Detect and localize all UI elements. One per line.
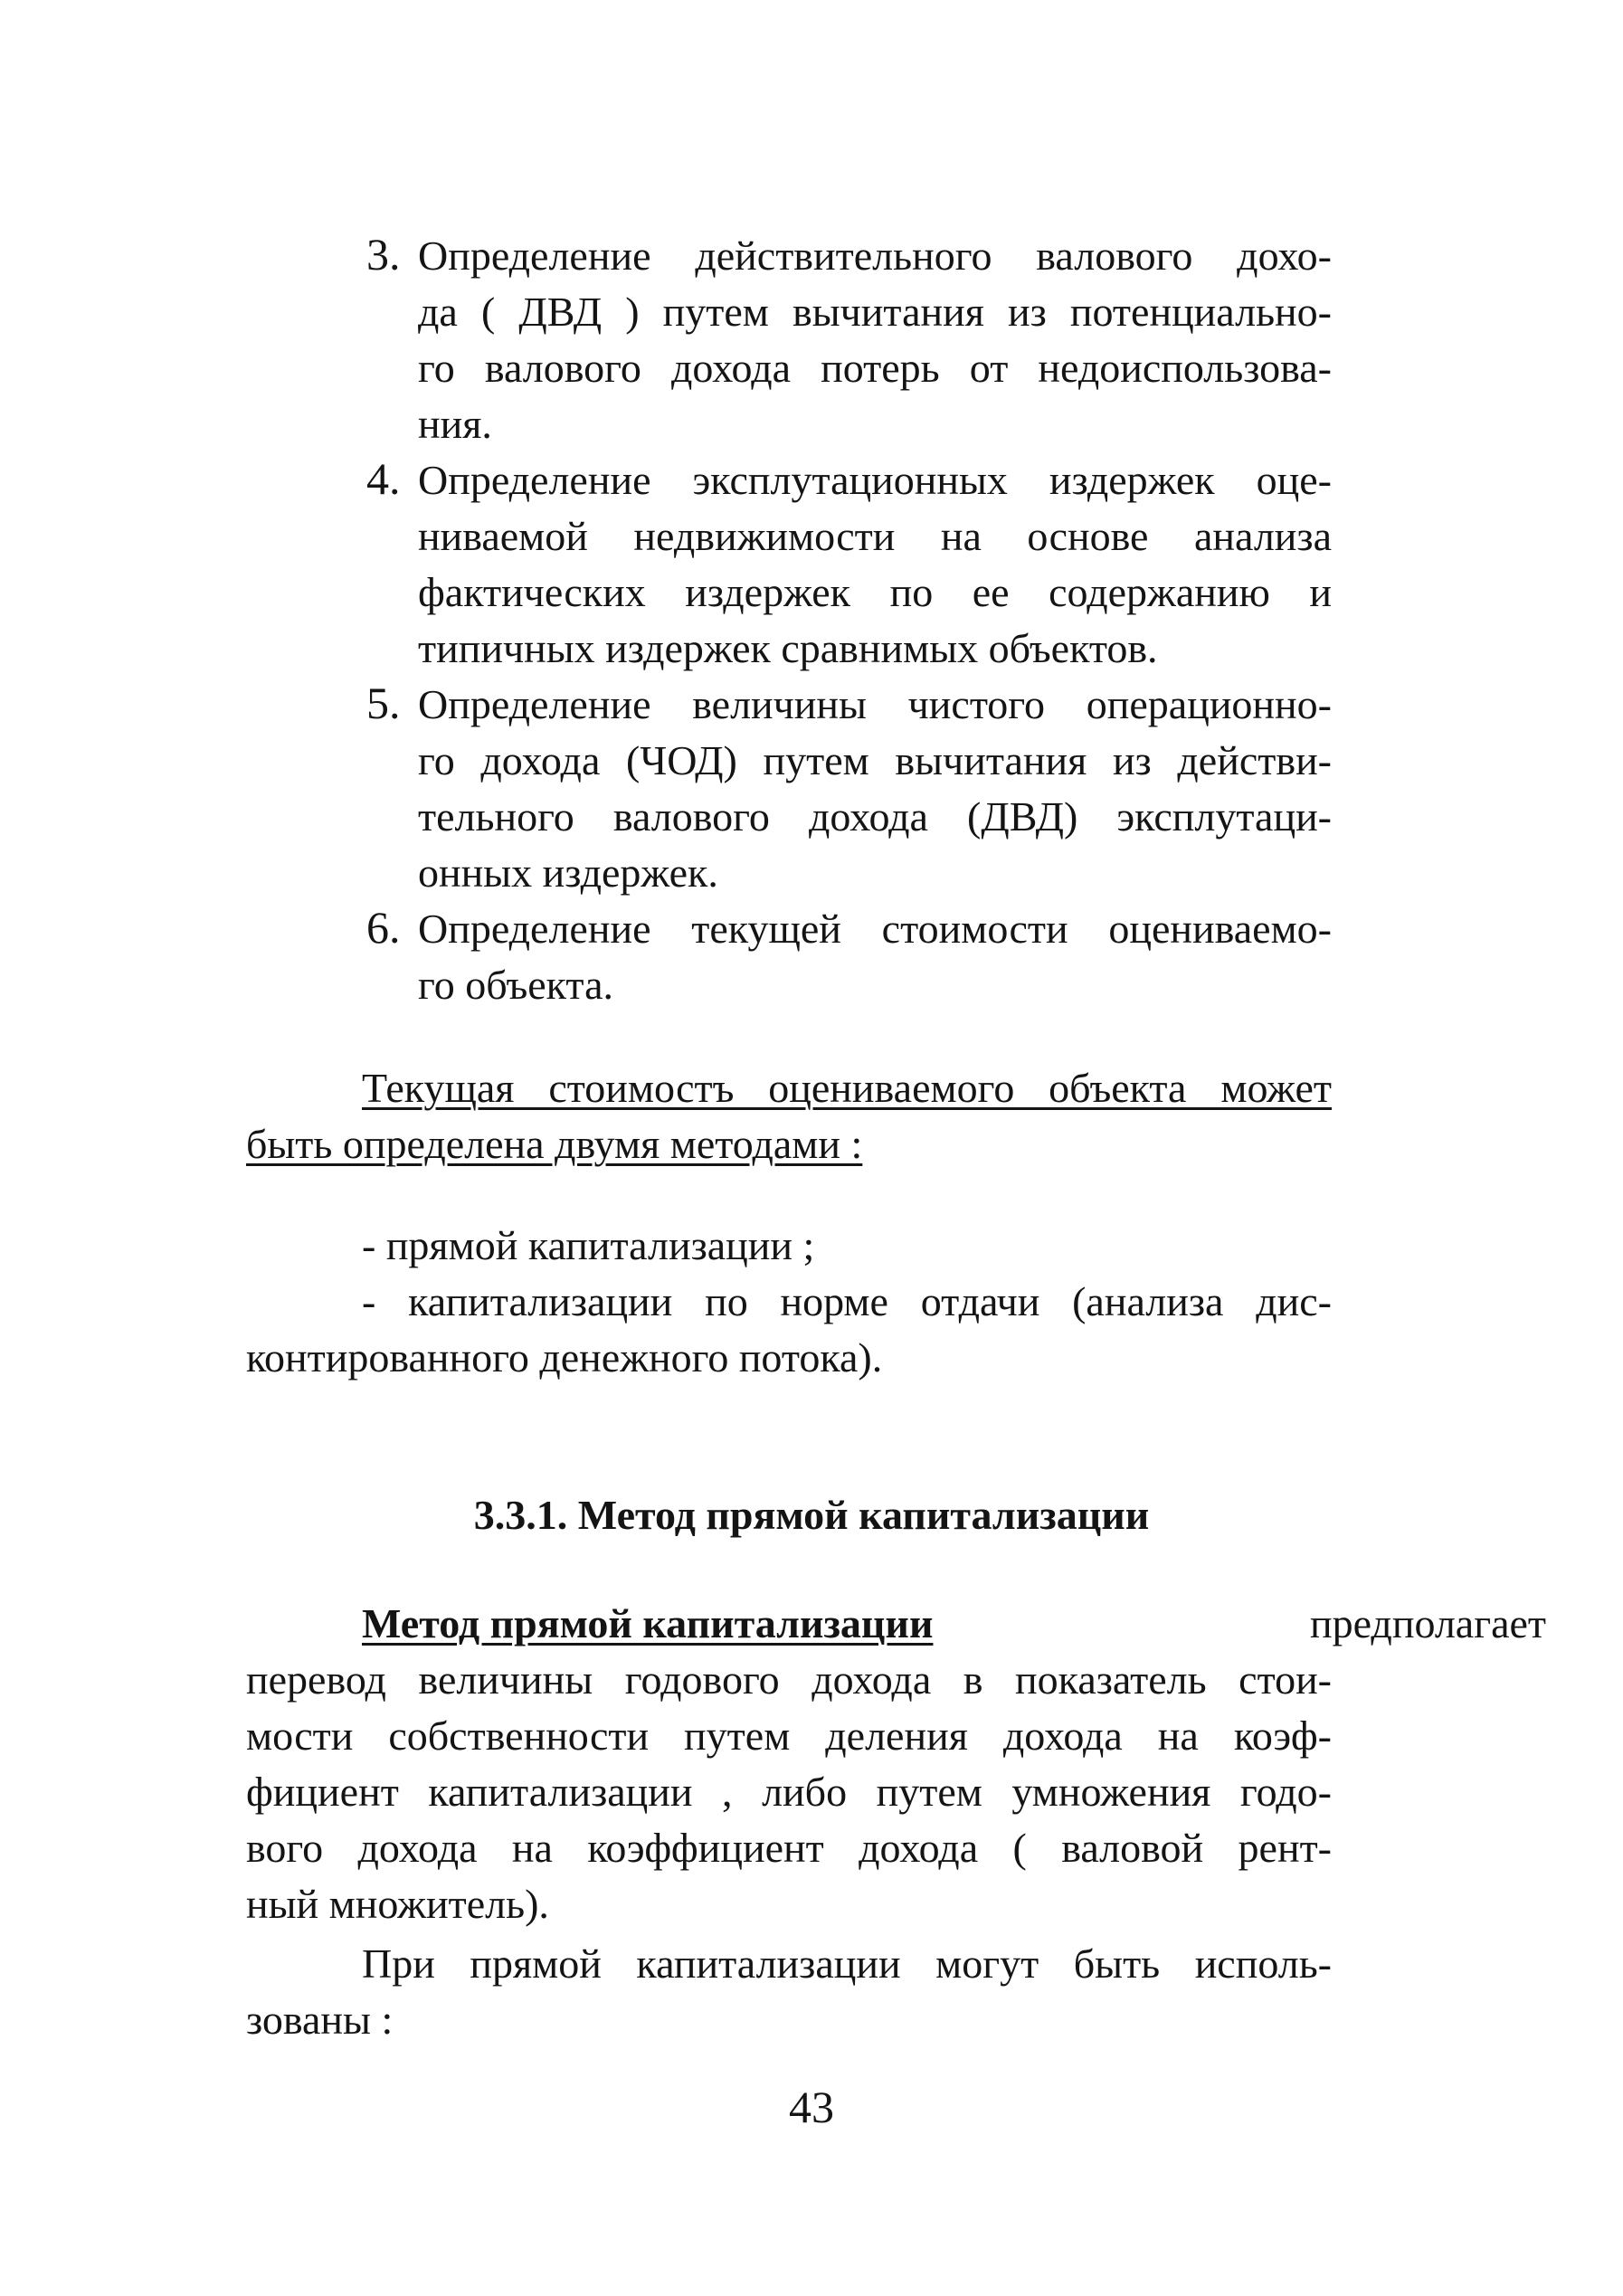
paragraph-line: При прямой капитализации могут быть исполь- (362, 1940, 1332, 1987)
list-item-line: ния. (418, 401, 492, 447)
paragraph-line: ный множитель). (246, 1881, 549, 1927)
list-item-line: Определение действительного валового дохо- (418, 232, 1332, 279)
list-item-number: 3. (366, 229, 401, 280)
paragraph-line: предполагает (1310, 1600, 1547, 1646)
list-item-line: фактических издержек по ее содержанию и (418, 569, 1332, 615)
section-heading: 3.3.1. Метод прямой капитализации (473, 1492, 1150, 1538)
paragraph-line: вого дохода на коэффициент дохода ( валовой рент- (246, 1825, 1332, 1871)
methods-intro-line: Текущая стоимостъ оцениваемого объекта может (362, 1065, 1332, 1111)
list-item-line: онных издержек. (418, 849, 718, 896)
methods-intro-line: быть определена двумя методами : (246, 1121, 863, 1167)
list-item-number: 5. (366, 678, 401, 728)
paragraph-line: мости собственности путем деления дохода на коэф- (246, 1713, 1332, 1759)
term-highlight: Метод прямой капитализации (362, 1600, 934, 1646)
list-item-line: Определение величины чистого операционно- (418, 681, 1332, 727)
paragraph-line: фициент капитализации , либо путем умножения годо- (246, 1769, 1332, 1815)
methods-list-item: - капитализации по норме отдачи (анализа дис- (362, 1278, 1332, 1324)
list-item-number: 4. (366, 453, 401, 504)
list-item-line: го дохода (ЧОД) путем вычитания из действи- (418, 737, 1332, 783)
list-item-line: Определение текущей стоимости оцениваемо- (418, 906, 1332, 952)
list-item-number: 6. (366, 902, 401, 953)
list-item-line: го валового дохода потерь от недоиспользова- (418, 345, 1332, 391)
list-item-line: Определение эксплутационных издержек оце- (418, 457, 1332, 503)
list-item-line: ниваемой недвижимости на основе анализа (418, 513, 1332, 559)
paragraph-line: перевод величины годового дохода в показатель стои- (246, 1656, 1332, 1703)
list-item-line: да ( ДВД ) путем вычитания из потенциально- (418, 289, 1332, 335)
list-item-line: типичных издержек сравнимых объектов. (418, 625, 1158, 671)
page-number: 43 (789, 2082, 834, 2132)
list-item-line: го объекта. (418, 962, 614, 1008)
methods-list-item: - прямой капитализации ; (362, 1222, 815, 1268)
methods-list-item: контированного денежного потока). (246, 1334, 883, 1380)
list-item-line: тельного валового дохода (ДВД) эксплутаци- (418, 793, 1332, 840)
paragraph-line: зованы : (246, 1997, 394, 2043)
